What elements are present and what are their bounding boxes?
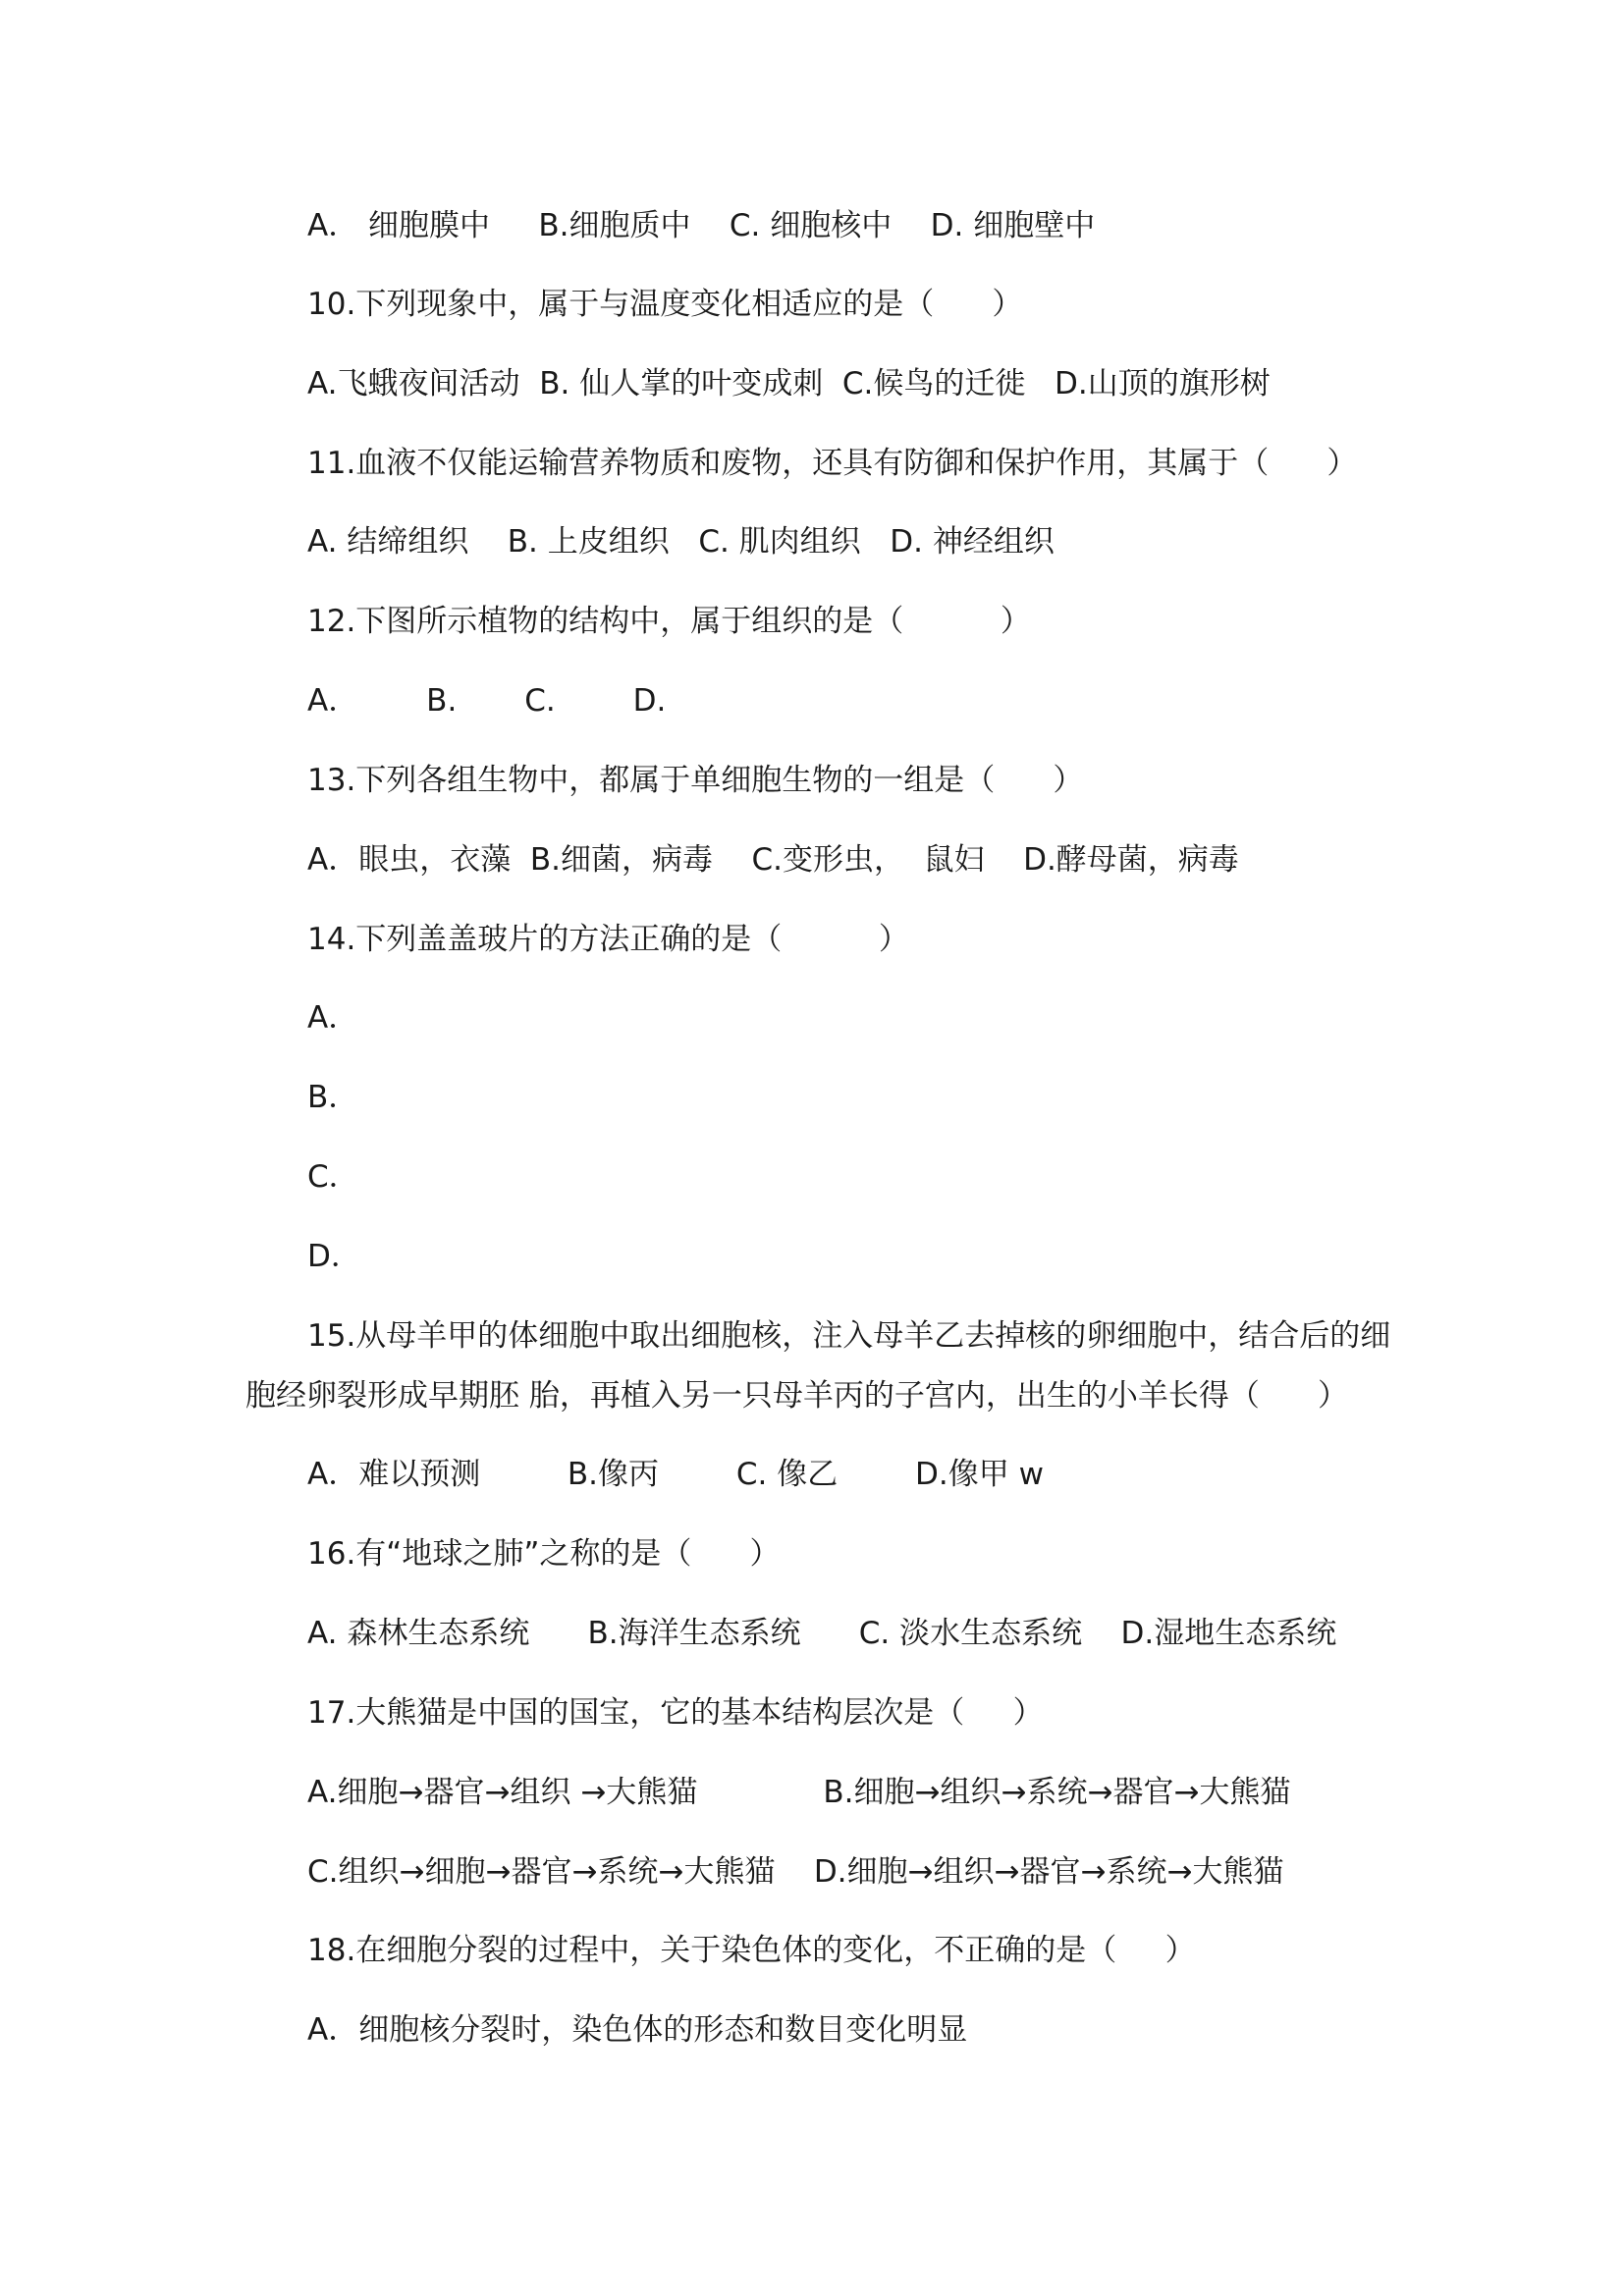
q14-option-b: B． [307, 1080, 359, 1115]
q9-options: A． 细胞膜中 B.细胞质中 C. 细胞核中 D. 细胞壁中 [307, 208, 1096, 243]
q17-options-cd: C.组织→细胞→器官→系统→大熊猫 D.细胞→组织→器官→系统→大熊猫 [307, 1854, 1284, 1890]
q18-option-a: A．细胞核分裂时，染色体的形态和数目变化明显 [307, 2012, 968, 2048]
q17-options-ab: A.细胞→器官→组织 →大熊猫 B.细胞→组织→系统→器官→大熊猫 [307, 1775, 1291, 1810]
q11-stem: 11.血液不仅能运输营养物质和废物，还具有防御和保护作用，其属于（ ） [307, 446, 1358, 481]
q11-options: A. 结缔组织 B. 上皮组织 C. 肌肉组织 D. 神经组织 [307, 524, 1055, 560]
q16-stem: 16.有“地球之肺”之称的是（ ） [307, 1536, 781, 1572]
q15-options: A．难以预测 B.像丙 C. 像乙 D.像甲 w [307, 1457, 1044, 1492]
q15-stem-line1: 15.从母羊甲的体细胞中取出细胞核，注入母羊乙去掉核的卵细胞中，结合后的细 [307, 1318, 1391, 1354]
q18-stem: 18.在细胞分裂的过程中，关于染色体的变化，不正确的是（ ） [307, 1933, 1196, 1968]
q14-option-d: D． [307, 1239, 361, 1274]
q10-options: A.飞蛾夜间活动 B. 仙人掌的叶变成刺 C.候鸟的迁徙 D.山顶的旗形树 [307, 366, 1271, 401]
q13-stem: 13.下列各组生物中，都属于单细胞生物的一组是（ ） [307, 763, 1084, 798]
q10-stem: 10.下列现象中，属于与温度变化相适应的是（ ） [307, 287, 1023, 322]
q17-stem: 17.大熊猫是中国的国宝，它的基本结构层次是（ ） [307, 1695, 1044, 1731]
q15-stem-line2: 胞经卵裂形成早期胚 胎，再植入另一只母羊丙的子宫内，出生的小羊长得（ ） [245, 1378, 1348, 1414]
q13-options: A．眼虫，衣藻 B.细菌，病毒 C.变形虫， 鼠妇 D.酵母菌，病毒 [307, 842, 1239, 878]
q14-stem: 14.下列盖盖玻片的方法正确的是（ ） [307, 922, 909, 957]
q14-option-a: A． [307, 1000, 359, 1036]
q14-option-c: C． [307, 1159, 359, 1195]
q16-options: A. 森林生态系统 B.海洋生态系统 C. 淡水生态系统 D.湿地生态系统 [307, 1616, 1337, 1651]
q12-options: A． B. C. D. [307, 683, 667, 719]
q12-stem: 12.下图所示植物的结构中，属于组织的是（ ） [307, 604, 1031, 639]
